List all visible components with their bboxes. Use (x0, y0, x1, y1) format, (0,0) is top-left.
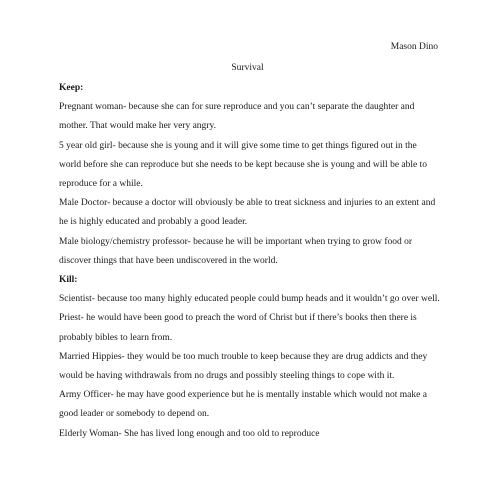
kill-item-scientist: Scientist- because too many highly educated people could bump heads and it wouldn’t go over well. (59, 294, 440, 305)
kill-item-priest: Priest- he would have been good to preach the word of Christ but if there’s books then there is probably bibles to learn from. (59, 313, 417, 343)
keep-item-male-doctor: Male Doctor- because a doctor will obviously be able to treat sickness and injuries to an extent and he is highly educated and probably a good leader. (59, 198, 436, 228)
keep-item-5-year-old-girl: 5 year old girl- because she is young and it will give some time to get things figured out in the world before she can reproduce but she needs to be kept because she is young and will be able to reproduce for a while. (59, 140, 428, 190)
kill-heading: Kill: (59, 275, 78, 286)
keep-item-professor: Male biology/chemistry professor- because he will be important when trying to grow food or discover things that have been undiscovered in the world. (59, 236, 413, 266)
document-title: Survival (231, 63, 264, 73)
kill-item-married-hippies: Married Hippies- they would be too much trouble to keep because they are drug addicts and they would be having withdrawals from no drugs and possibly steeling things to cope with it. (59, 351, 428, 382)
keep-heading: Keep: (59, 83, 84, 93)
keep-item-pregnant-woman: Pregnant woman- because she can for sure reproduce and you can’t separate the daughter and mother. That would make her very angry. (59, 102, 415, 132)
author-name: Mason Dino (390, 42, 438, 52)
kill-item-elderly-woman: Elderly Woman- She has lived long enough and too old to reproduce (59, 428, 320, 439)
kill-item-army-officer: Army Officer- he may have good experience but he is mentally instable which would not make a good leader or somebody to depend on. (59, 390, 427, 420)
document-body (59, 79, 441, 444)
